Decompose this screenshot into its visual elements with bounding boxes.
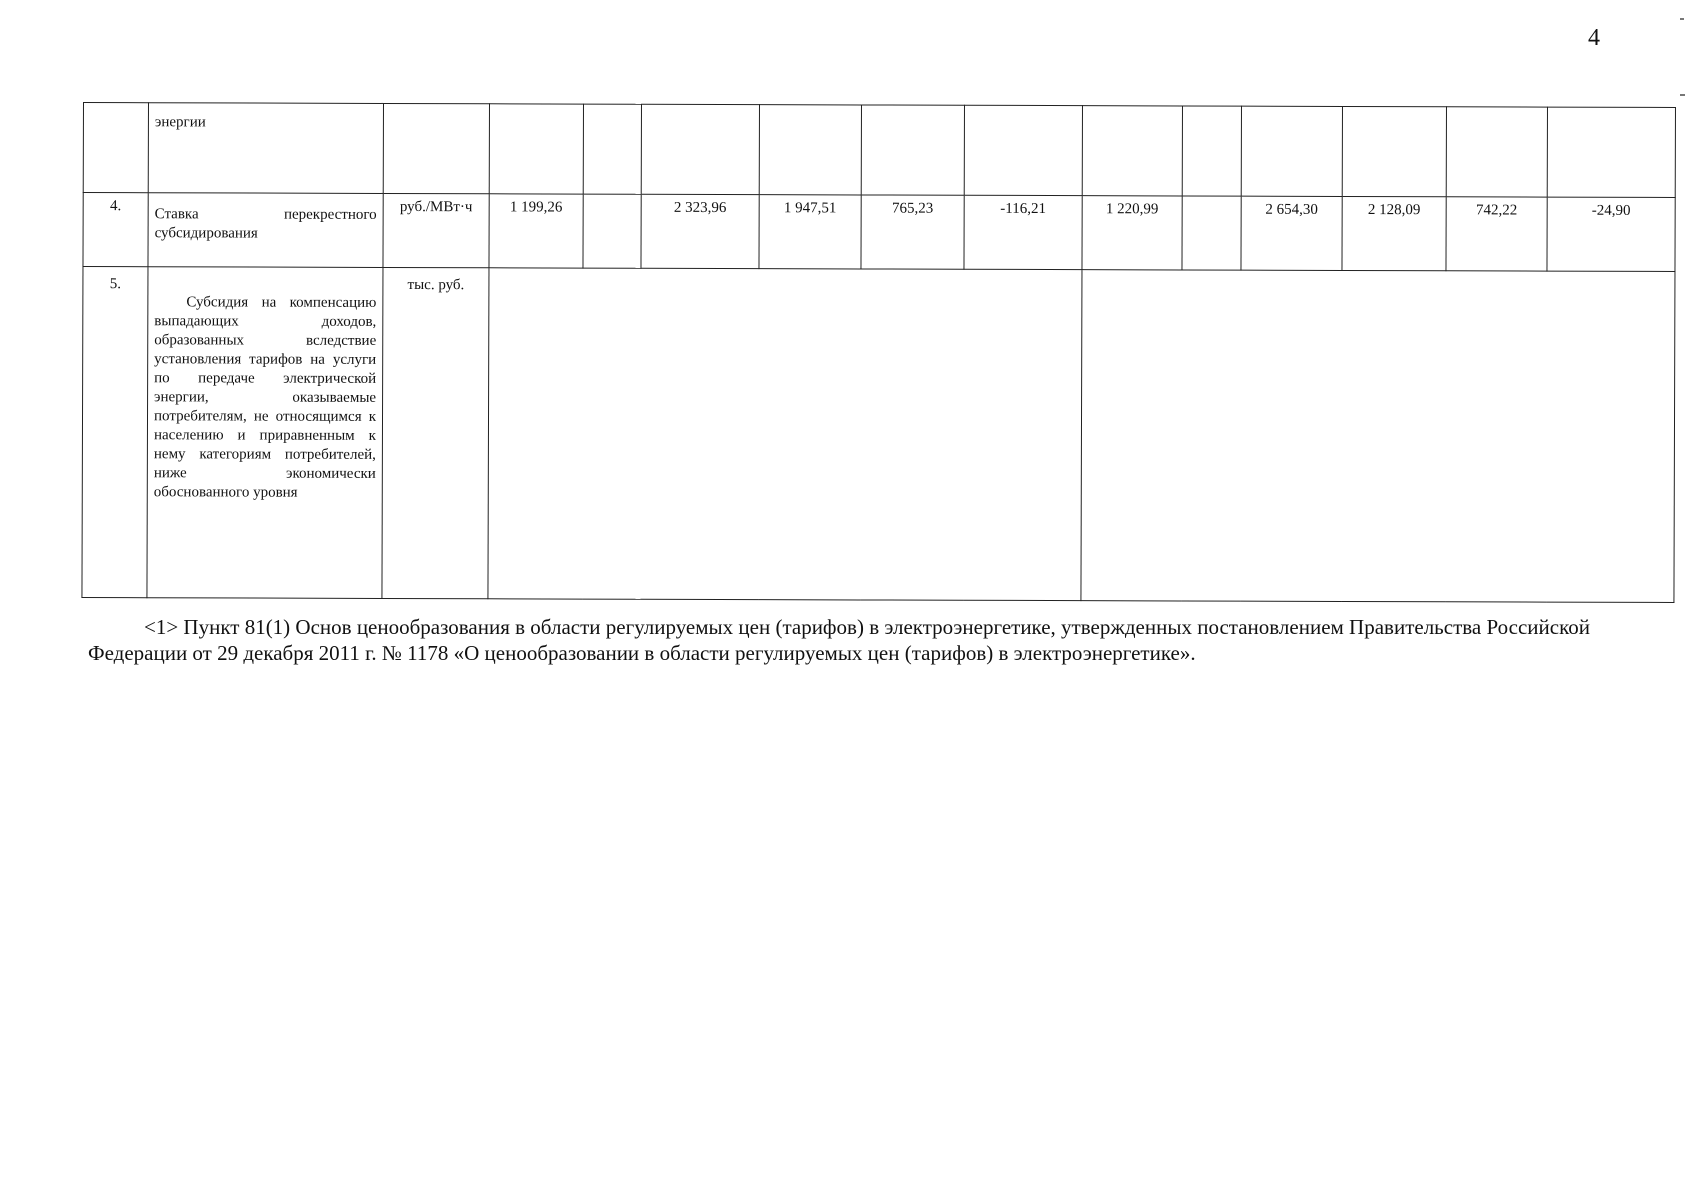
table-cell xyxy=(1182,196,1241,270)
scan-mark-top-right xyxy=(1680,18,1684,20)
table-cell xyxy=(964,105,1082,195)
table-cell: 1 220,99 xyxy=(1082,196,1182,270)
tariff-table xyxy=(81,102,1676,603)
row-name: Субсидия на компенсацию выпадающих доходов, образованных вследствие установления тарифов на услуги по передаче электрической энергии, оказываемые потребителям, не относящимся к населению и приравненным к нему категориям потребителей, ниже экономически обоснованного уровня xyxy=(147,267,383,599)
table-cell xyxy=(1182,106,1241,196)
row-unit: руб./МВт·ч xyxy=(383,193,489,267)
row-number: 5. xyxy=(82,267,148,598)
table-cell xyxy=(583,194,641,268)
table-row xyxy=(82,267,1675,603)
table-cell xyxy=(759,105,861,195)
table-cell xyxy=(489,104,583,194)
table-row xyxy=(83,193,1675,272)
table-cell: 2 323,96 xyxy=(641,194,759,268)
merged-cell-period-2 xyxy=(1081,270,1675,603)
row-number xyxy=(83,103,148,193)
table-cell: 742,22 xyxy=(1446,197,1547,271)
table-cell: 765,23 xyxy=(861,195,964,269)
table-cell: 1 199,26 xyxy=(489,194,583,268)
table-cell xyxy=(1446,107,1547,197)
table-cell xyxy=(641,104,759,194)
table-cell: 2 128,09 xyxy=(1342,196,1446,270)
table-cell xyxy=(1241,106,1342,196)
row-number: 4. xyxy=(83,193,148,267)
table-row xyxy=(83,103,1675,198)
table-cell: -116,21 xyxy=(964,195,1082,269)
row-unit xyxy=(383,103,489,193)
table-cell: 1 947,51 xyxy=(759,195,861,269)
table-cell: -24,90 xyxy=(1547,197,1675,271)
table-cell: 2 654,30 xyxy=(1241,196,1342,270)
scan-mark-right xyxy=(1680,94,1685,96)
table-cell xyxy=(583,104,641,194)
table-cell xyxy=(1342,106,1446,196)
table-cell xyxy=(861,105,964,195)
footnote: <1> Пункт 81(1) Основ ценообразования в области регулируемых цен (тарифов) в электроэнергетике, утвержденных постановлением Правительства Российской Федерации от 29 декабря 2011 г. № 1178 «О ценообразовании в области регулируемых цен (тарифов) в электроэнергетике». xyxy=(88,615,1590,665)
table-cell xyxy=(1082,106,1182,196)
row-name: Ставка перекрестного субсидирования xyxy=(148,193,383,268)
table-cell xyxy=(1547,107,1675,197)
page-number: 4 xyxy=(1588,25,1600,51)
merged-cell-period-1 xyxy=(488,268,1082,601)
row-name: энергии xyxy=(148,103,383,194)
row-unit: тыс. руб. xyxy=(382,267,489,598)
